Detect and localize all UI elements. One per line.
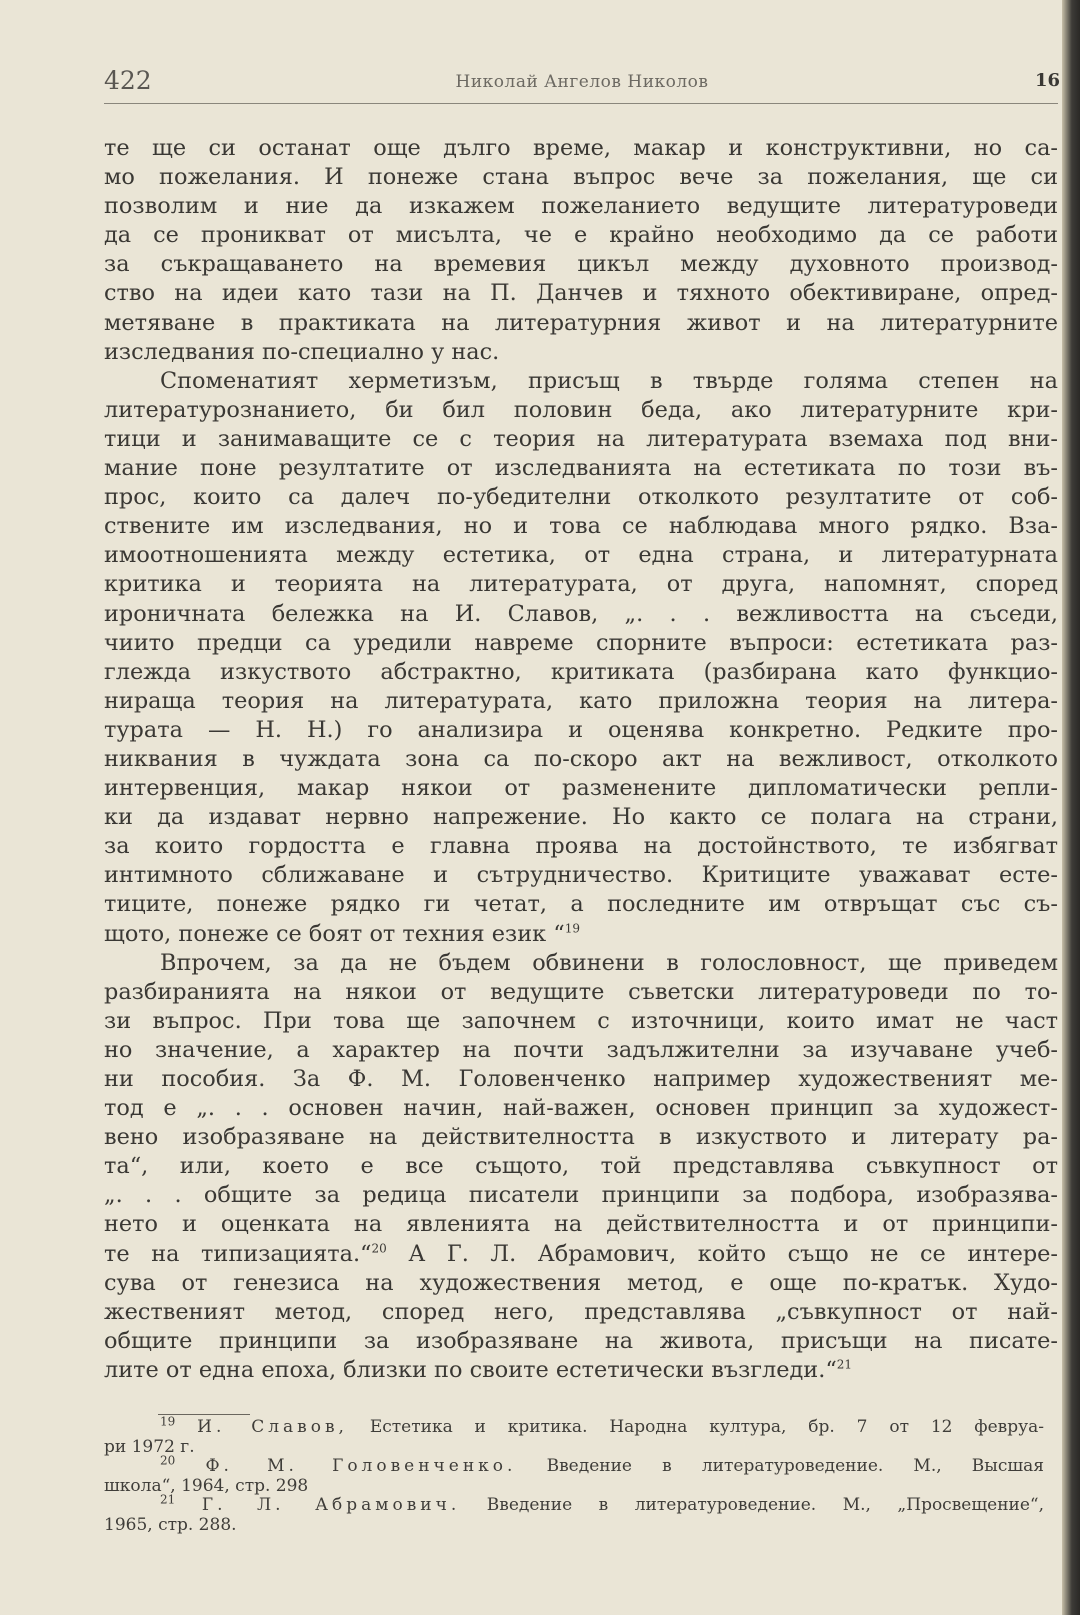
book-edge-shadow [1062, 0, 1080, 1615]
text-line: да се проникват от мисълта, че е крайно необходимо да се работи [104, 222, 1058, 249]
footnote-ref-19: 19 [564, 921, 581, 936]
text-line: Споменатият херметизъм, присъщ в твърде голяма степен на [160, 367, 1058, 394]
running-title: Николай Ангелов Николов [455, 72, 709, 92]
text-line: вено изобразяване на действителността в изкуството и литерату ра- [104, 1124, 1058, 1151]
text-line: имоотношенията между естетика, от една страна, и литературната [104, 542, 1058, 569]
footnote-text: Введение в литературоведение. М., Высшая [546, 1456, 1045, 1477]
footnote-21-cont: 1965, стр. 288. [104, 1514, 237, 1535]
text-line: „. . . общите за редица писатели принципи за подбора, изобразява- [104, 1182, 1058, 1209]
text-line: прос, които са далеч по-убедителни отколкото резултатите от соб- [104, 484, 1058, 511]
text-line: литературознанието, би бил половин беда, ако литературните кри- [104, 396, 1058, 423]
text-line: глежда изкуството абстрактно, критиката (разбирана като функцио- [104, 658, 1058, 685]
text-line: мание поне резултатите от изследванията на естетиката по този въ- [104, 455, 1058, 482]
text-line: никвания в чуждата зона са по-скоро акт на вежливост, отколкото [104, 745, 1058, 772]
footnote-text: Введение в литературоведение. М., „Просвещение“, [486, 1495, 1045, 1516]
text-line: мо пожелания. И понеже стана въпрос вече за пожелания, ще си [104, 164, 1058, 191]
text-line-content: те на типизацията.“ [104, 1240, 372, 1267]
text-line-content: лите от една епоха, близки по своите естетически възгледи.“ [104, 1356, 837, 1383]
footnote-text: Естетика и критика. Народна култура, бр. 7 от 12 февруа- [369, 1417, 1045, 1437]
text-line: ство на идеи като тази на П. Данчев и тяхното обективиране, опред- [104, 280, 1058, 307]
text-line: изследвания по-специално у нас. [104, 338, 500, 365]
text-line: чиито предци са уредили навреме спорните въпроси: естетиката раз- [104, 629, 1058, 656]
footnote-number: 19 [160, 1414, 176, 1429]
footnote-ref-21: 21 [836, 1357, 853, 1372]
page-number: 422 [104, 66, 152, 95]
text-line: тиците, понеже рядко ги четат, а последните им отвръщат със съ- [104, 891, 1058, 918]
body-text [104, 134, 1058, 1385]
footnote-19-cont: ри 1972 г. [104, 1436, 195, 1457]
text-line: за които гордостта е главна проява на достойнството, те избягват [104, 833, 1058, 860]
text-line: ствените им изследвания, но и това се наблюдава много рядко. Вза- [104, 513, 1058, 540]
text-line: общите принципи за изобразяване на живота, присъщи на писате- [104, 1327, 1058, 1354]
text-line: но значение, а характер на почти задължителни за изучаване учеб- [104, 1036, 1058, 1063]
footnote-number: 21 [160, 1492, 176, 1507]
text-line: ки да издават нервно напрежение. Но както се полага на страни, [104, 804, 1058, 831]
text-line: ни пособия. За Ф. М. Головенченко например художественият ме- [104, 1066, 1058, 1092]
text-line: жественият метод, според него, представлява „съвкупност от най- [104, 1298, 1058, 1325]
text-line: ироничната бележка на И. Славов, „. . . вежливостта на съседи, [104, 600, 1058, 627]
text-line: интимното сближаване и сътрудничество. Критиците уважават есте- [104, 862, 1058, 889]
text-line: интервенция, макар някои от разменените дипломатически репли- [104, 775, 1058, 802]
footnote-author: И. Славов, [197, 1417, 348, 1437]
text-line: разбиранията на някои от ведущите съветски литературоведи по то- [104, 978, 1058, 1005]
footnote-21 [104, 1492, 1045, 1516]
text-line: позволим и ние да изкажем пожеланието ведущите литературоведи [104, 193, 1058, 220]
text-line [104, 1240, 1058, 1269]
text-line: зи въпрос. При това ще започнем с източници, които имат не част [104, 1007, 1058, 1034]
text-line: ниращa теория на литературата, като приложна теория на литера- [104, 687, 1058, 714]
footnote-author: Ф. М. Головенченко. [205, 1456, 517, 1477]
text-line: нето и оценката на явленията на действителността и от принципи- [104, 1211, 1058, 1238]
footnote-number: 20 [160, 1453, 176, 1468]
footnote-20-cont: школа“, 1964, стр. 298 [104, 1475, 309, 1496]
footnote-ref-20: 20 [371, 1241, 387, 1256]
footnote-20 [104, 1453, 1045, 1477]
text-line: тици и занимаващите се с теория на литературата вземаха под вни- [104, 425, 1058, 452]
text-line: турата — Н. Н.) го анализира и оценява конкретно. Редките про- [104, 716, 1058, 743]
text-line: критика и теорията на литературата, от друга, напомнят, според [104, 571, 1058, 598]
text-line: Впрочем, за да не бъдем обвинени в голословност, ще приведем [160, 949, 1058, 976]
footnotes [104, 1414, 1045, 1536]
text-line [104, 1356, 1058, 1385]
next-page-edge-number: 16 [1034, 70, 1060, 91]
header-rule [104, 103, 1058, 104]
text-line: те ще си останат още дълго време, макар и конструктивни, но са- [104, 135, 1058, 161]
footnote-19 [104, 1414, 1045, 1438]
text-line [104, 920, 1058, 949]
text-line: сува от генезиса на художествения метод, е още по-кратък. Худо- [104, 1269, 1058, 1296]
footnote-author: Г. Л. Абрамович. [201, 1495, 461, 1516]
text-line-content: щото, понеже се боят от техния език “ [104, 920, 565, 947]
text-line-content: А Г. Л. Абрамович, който също не се интере- [386, 1240, 1058, 1267]
text-line: за съкращаването на времевия цикъл между духовното производ- [104, 251, 1058, 278]
text-line: метяване в практиката на литературния живот и на литературните [104, 309, 1058, 336]
text-line: тод е „. . . основен начин, най-важен, основен принцип за художест- [104, 1095, 1058, 1122]
text-line: та“, или, което е все същото, той представлява съвкупност от [104, 1153, 1058, 1180]
page-header [104, 66, 1060, 102]
